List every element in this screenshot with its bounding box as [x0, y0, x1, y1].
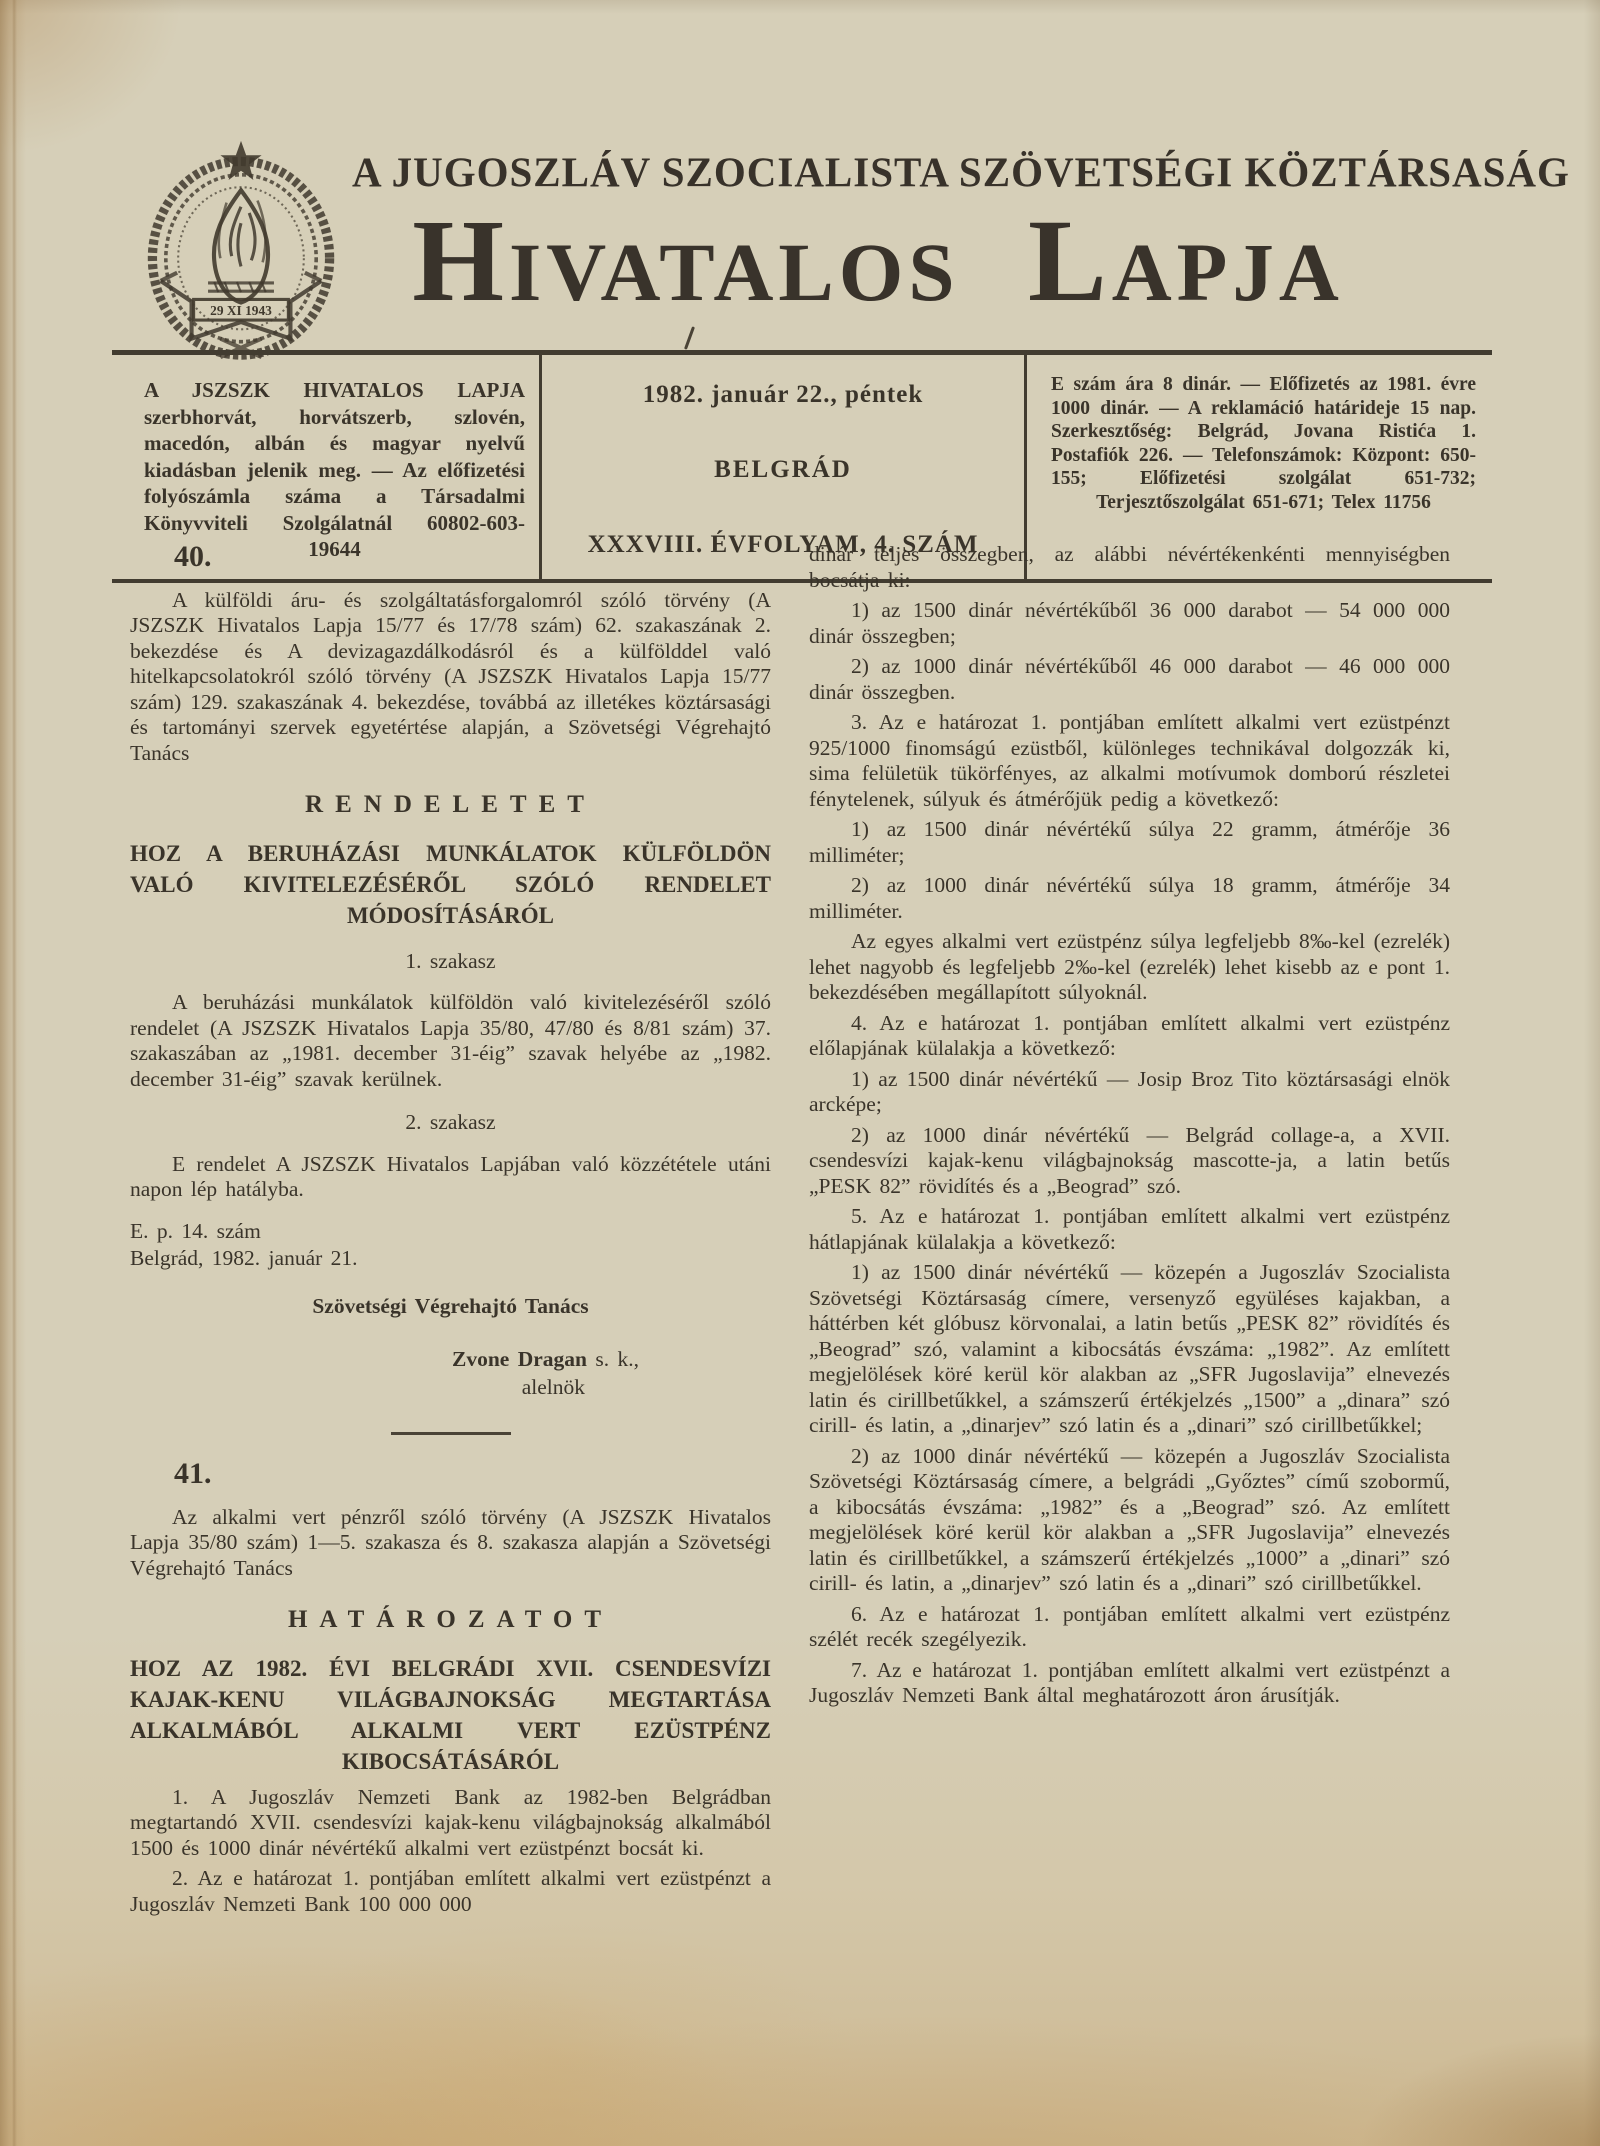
paragraph: 1) az 1500 dinár névértékű — közepén a Jugoszláv Szocialista Szövetségi Köztársaság címere, versenyző együléses kajakban, a háttérben két glóbusz körvonalai, a latin betűs „PESK 82” rövidítés és „Beograd” szó, valamint a kibocsátás évszáma: „1982”. Az említett megjelölések köré kerül kör alakban az „SFR Jugoslavija” elnevezés latin és cirillbetűkkel, a számszerű értékjelzés „1500” a „dinara” szó cirill- és latin, a „dinarjev” szó latin és a „dinari” szó cirillbetűkkel;	[809, 1260, 1450, 1437]
publication-languages-note: A JSZSZK HIVATALOS LAPJA szerbhorvát, horvátszerb, szlovén, macedón, albán és magyar nyelvű kiadásban jelenik meg. — Az előfizetési folyószámla száma a Társadalmi Könyvviteli Szolgálatnál 60802-603-19644	[112, 355, 542, 579]
gazette-supertitle: A JUGOSZLÁV SZOCIALISTA SZÖVETSÉGI KÖZTÁRSASÁG	[352, 148, 1570, 196]
item40-section1-label: 1. szakasz	[405, 948, 496, 973]
item41-act-type: HATÁROZATOT	[287, 1606, 614, 1633]
item40-subject: HOZ A BERUHÁZÁSI MUNKÁLATOK KÜLFÖLDÖN VALÓ KIVITELEZÉSÉRŐL SZÓLÓ RENDELET MÓDOSÍTÁSÁRÓL	[130, 840, 771, 928]
item41-subject: HOZ AZ 1982. ÉVI BELGRÁDI XVII. CSENDESVÍZI KAJAK-KENU VILÁGBAJNOKSÁG MEGTARTÁSA ALKALMÁBÓL ALKALMI VERT EZÜSTPÉNZ KIBOCSÁTÁSÁRÓL	[130, 1655, 771, 1774]
issue-city: BELGRÁD	[714, 455, 852, 483]
paragraph: 2) az 1000 dinár névértékű — Belgrád collage-a, a XVII. csendesvízi kajak-kenu világbajnokság mascotte-ja, a latin betűs „PESK 82” rövidítés és a „Beograd” szó.	[809, 1122, 1450, 1198]
item40-place-date: Belgrád, 1982. január 21.	[130, 1246, 358, 1270]
signatory-suffix: s. k.,	[595, 1347, 639, 1371]
signatory-title: alelnök	[521, 1374, 585, 1399]
paragraph: 2) az 1000 dinár névértékű súlya 18 gramm, átmérője 34 milliméter.	[809, 873, 1450, 923]
item41-intro: Az alkalmi vert pénzről szóló törvény (A JSZSZK Hivatalos Lapja 35/80 szám) 1—5. szakasza és 8. szakasza alapján a Szövetségi Végrehajtó Tanács	[130, 1504, 771, 1580]
price-and-contact-note: E szám ára 8 dinár. — Előfizetés az 1981. évre 1000 dinár. — A reklamáció határideje 15 nap. Szerkesztőség: Belgrád, Jovana Ristića 1. Postafiók 226. — Telefonszámok: Központ: 650-155; Előfizetési szolgálat 651-732; Terjesztőszolgálat 651-671; Telex 11756	[1051, 374, 1476, 513]
paragraph: 3. Az e határozat 1. pontjában említett alkalmi vert ezüstpénzt 925/1000 finomságú ezüstből, különleges technikával dolgozzák ki, sima felületük tükörfényes, az alkalmi motívumok domború részletei fénytelenek, súlyuk és átmérőjük pedig a következő:	[809, 710, 1450, 811]
item40-ref-number: E. p. 14. szám	[130, 1218, 261, 1243]
section-separator	[391, 1432, 511, 1435]
left-column	[130, 542, 771, 1922]
paragraph: 5. Az e határozat 1. pontjában említett alkalmi vert ezüstpénz hátlapjának külalakja a következő:	[809, 1204, 1450, 1254]
paragraph: Az egyes alkalmi vert ezüstpénz súlya legfeljebb 8‰-kel (ezrelék) lehet nagyobb és legfeljebb 2‰-kel (ezrelék) lehet kisebb az e pont 1. bekezdésében megállapított súlyoknál.	[809, 929, 1450, 1004]
emblem-banner-date: 29 XI 1943	[210, 302, 272, 318]
paragraph: 1) az 1500 dinár névértékűből 36 000 darabot — 54 000 000 dinár összegben;	[809, 598, 1450, 648]
paragraph: 2) az 1000 dinár névértékű — közepén a Jugoszláv Szocialista Szövetségi Köztársaság címere, a belgrádi „Győztes” című szobormű, a kibocsátás évszáma: „1982” és a „Beograd” szó. Az említett megjelölések köré kerül kör alakban a „SFR Jugoslavija” elnevezés latin és cirillbetűkkel, a számszerű értékjelzés „1000” a „dinari” szó cirill- és latin, a „dinarjev” szó latin és a „dinari” szó cirillbetűkkel.	[809, 1443, 1450, 1595]
item40-signature	[130, 1347, 771, 1373]
article-columns	[130, 542, 1450, 1922]
item40-intro: A külföldi áru- és szolgáltatásforgalomról szóló törvény (A JSZSZK Hivatalos Lapja 15/77 és 17/78 szám) 62. szakaszának 2. bekezdése és A devizagazdálkodásról és a külfölddel való hitelkapcsolatokról szóló törvény (A JSZSZK Hivatalos Lapja 15/77 szám) 129. szakaszának 4. bekezdése, továbbá az illetékes köztársasági és tartományi szervek egyetértése alapján, a Szövetségi Végrehajtó Tanács	[130, 587, 771, 765]
item40-section2-text: E rendelet A JSZSZK Hivatalos Lapjában való közzététele utáni napon lép hatályba.	[130, 1151, 771, 1201]
item40-section1-text: A beruházási munkálatok külföldön való kivitelezéséről szóló rendelet (A JSZSZK Hivatalos Lapja 35/80, 47/80 és 8/81 szám) 37. szakaszában az „1981. december 31-éig” szavak helyébe az „1982. december 31-éig” szavak kerülnek.	[130, 990, 771, 1091]
paragraph: 4. Az e határozat 1. pontjában említett alkalmi vert ezüstpénz előlapjának külalakja a következő:	[809, 1010, 1450, 1060]
ink-mark	[684, 326, 695, 350]
paragraph: 1) az 1500 dinár névértékű súlya 22 gramm, átmérője 36 milliméter;	[809, 817, 1450, 867]
issue-volume: XXXVIII. ÉVFOLYAM, 4. SZÁM	[587, 530, 979, 558]
signatory-name: Zvone Dragan	[452, 1347, 587, 1371]
gazette-title: Hivatalos Lapja	[412, 195, 1344, 326]
item41-para1: 1. A Jugoszláv Nemzeti Bank az 1982-ben Belgrádban megtartandó XVII. csendesvízi kajak-kenu világbajnokság alkalmából 1500 és 1000 dinár névértékű alkalmi vert ezüstpénzt bocsát ki.	[130, 1784, 771, 1860]
item40-section2-label: 2. szakasz	[405, 1110, 496, 1134]
item-number-41: 41.	[174, 1457, 212, 1490]
issue-date: 1982. január 22., péntek	[642, 381, 924, 408]
paragraph: dinár teljes összegben, az alábbi névértékenkénti mennyiségben bocsátja ki:	[809, 542, 1450, 592]
item-number-40: 40.	[174, 540, 212, 573]
paragraph: 6. Az e határozat 1. pontjában említett alkalmi vert ezüstpénz szélét recék szegélyezik.	[809, 1601, 1450, 1651]
paragraph: 2) az 1000 dinár névértékűből 46 000 darabot — 46 000 000 dinár összegben.	[809, 654, 1450, 704]
item40-act-type: RENDELETET	[305, 791, 596, 818]
paragraph: 7. Az e határozat 1. pontjában említett alkalmi vert ezüstpénzt a Jugoszláv Nemzeti Bank által meghatározott áron árusítják.	[809, 1657, 1450, 1707]
item40-issuer: Szövetségi Végrehajtó Tanács	[312, 1293, 589, 1318]
yugoslav-coat-of-arms-icon	[138, 136, 344, 364]
right-column	[809, 542, 1450, 1922]
paragraph: 1) az 1500 dinár névértékű — Josip Broz Tito köztársasági elnök arcképe;	[809, 1066, 1450, 1116]
item41-para2: 2. Az e határozat 1. pontjában említett alkalmi vert ezüstpénzt a Jugoszláv Nemzeti Bank 100 000 000	[130, 1866, 771, 1916]
